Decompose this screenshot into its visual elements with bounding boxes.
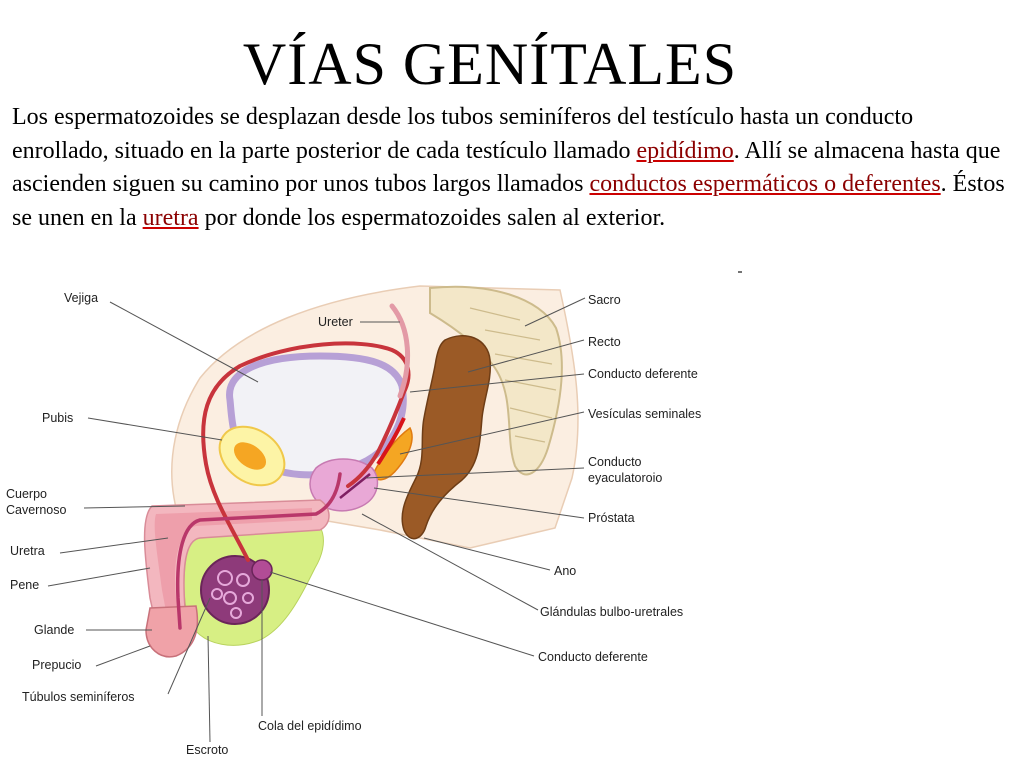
label-cuerpo-cavernoso-1: Cuerpo	[6, 487, 47, 501]
epididymis-shape	[252, 560, 272, 580]
label-ureter: Ureter	[318, 315, 353, 329]
label-tubulos-seminiferos: Túbulos seminíferos	[22, 690, 135, 704]
paragraph-text-4: por donde los espermatozoides salen al exterior.	[198, 204, 666, 231]
label-glande: Glande	[34, 623, 75, 637]
label-cola-epididimo: Cola del epidídimo	[258, 719, 362, 733]
label-cuerpo-cavernoso-2: Cavernoso	[6, 503, 67, 517]
term-uretra: uretra	[142, 204, 199, 231]
label-pubis: Pubis	[42, 411, 74, 425]
label-prostata: Próstata	[588, 511, 635, 525]
page-title: VÍAS GENÍTALES	[242, 31, 738, 97]
label-pene: Pene	[10, 578, 40, 592]
term-conductos-deferentes: conductos espermáticos o deferentes	[589, 171, 941, 197]
anatomy-diagram	[0, 268, 745, 768]
term-epididimo: epidídimo	[636, 137, 734, 164]
label-conducto-eyaculatorio-1: Conducto	[588, 455, 642, 469]
description-paragraph	[12, 101, 1012, 235]
label-escroto: Escroto	[186, 743, 229, 757]
label-prepucio: Prepucio	[32, 658, 82, 672]
label-conducto-eyaculatorio-2: eyaculatoroio	[588, 471, 663, 485]
label-sacro: Sacro	[588, 293, 621, 307]
label-conducto-deferente-1: Conducto deferente	[588, 367, 698, 381]
label-ano: Ano	[554, 564, 577, 578]
label-conducto-deferente-2: Conducto deferente	[538, 650, 648, 664]
label-uretra: Uretra	[10, 544, 45, 558]
paragraph-text-3: . Éstos se unen en la	[12, 171, 1005, 231]
label-vejiga: Vejiga	[64, 291, 99, 305]
label-glandulas-bulbo-uretrales: Glándulas bulbo-uretrales	[540, 605, 684, 619]
paragraph-text-2: . Allí se almacena hasta que ascienden siguen su camino por unos tubos largos llamados	[12, 137, 1001, 197]
label-recto: Recto	[588, 335, 621, 349]
paragraph-text-1: Los espermatozoides se desplazan desde los tubos seminíferos del testículo hasta un conducto enrollado, situado en la parte posterior de cada testículo llamado	[12, 104, 914, 164]
label-vesiculas-seminales: Vesículas seminales	[588, 407, 702, 421]
